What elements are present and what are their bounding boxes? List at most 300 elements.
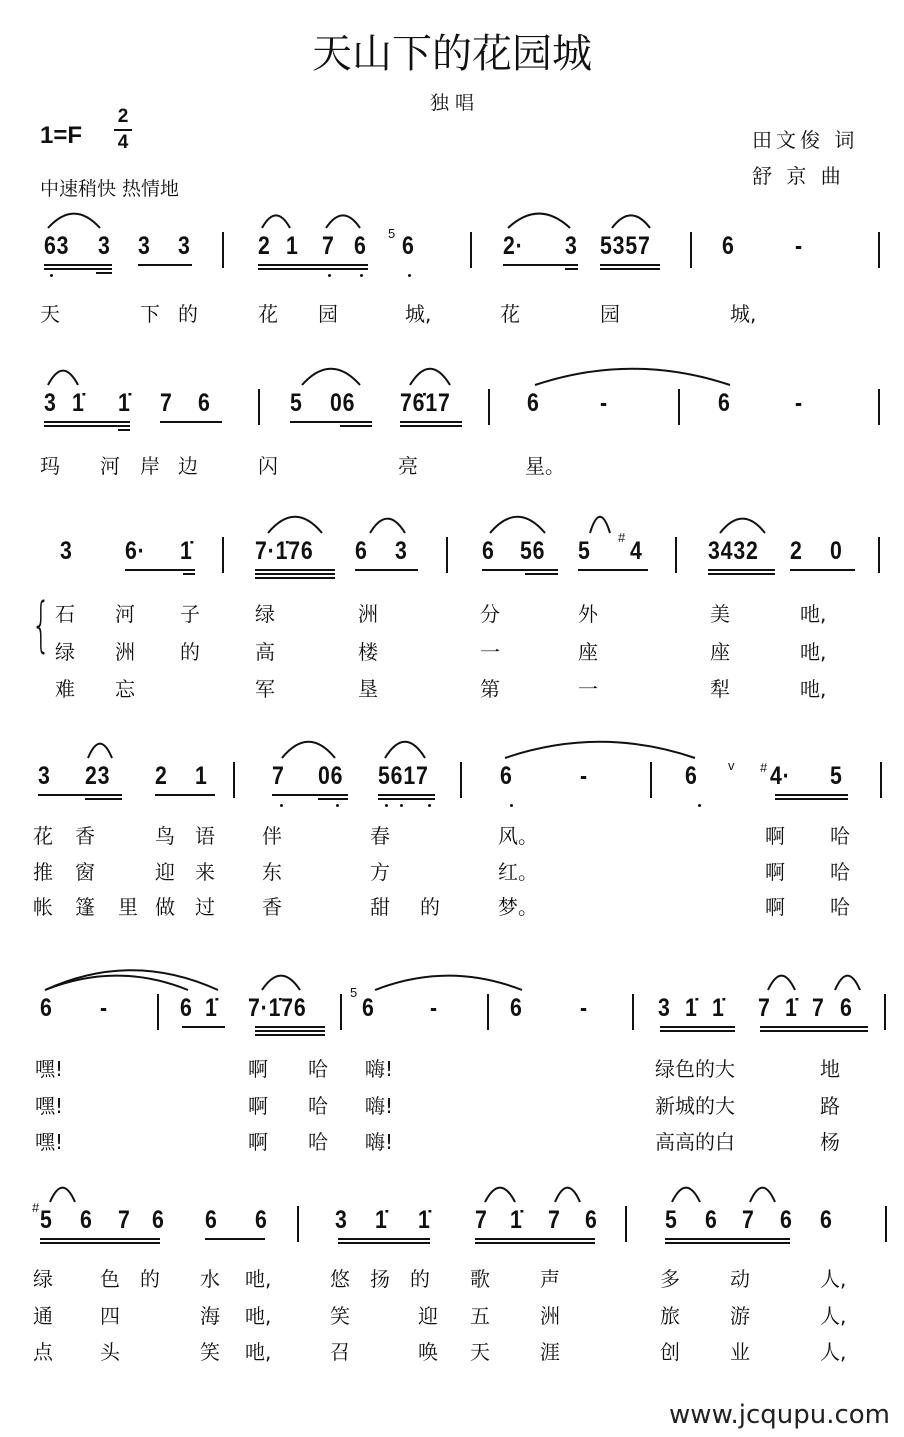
octave-dot [336, 804, 339, 807]
slur-arc [385, 742, 425, 758]
lyric-char: 座 [578, 640, 598, 664]
beam-underline [400, 425, 462, 427]
lyric-char: 绿 [255, 602, 275, 626]
slur-arc [375, 976, 522, 990]
note: 2 [790, 537, 803, 565]
barline [690, 232, 692, 268]
beam-underline [182, 1026, 225, 1028]
lyric-char: 楼 [358, 640, 378, 664]
slur-arc [45, 970, 218, 990]
note: 3 [395, 537, 408, 565]
note: 6 [585, 1206, 598, 1234]
lyric-char: 红。 [498, 860, 538, 884]
lyric-char: 的 [178, 302, 198, 326]
lyric-char: 美 [710, 602, 730, 626]
grace-mark: # [618, 530, 626, 545]
beam-underline [44, 264, 112, 266]
beam-underline [378, 798, 435, 800]
lyric-char: 星。 [525, 454, 565, 478]
lyric-char: 石 [55, 602, 75, 626]
tempo-marking: 中速稍快 热情地 [40, 178, 180, 200]
beam-underline [44, 425, 130, 427]
lyric-char: 四 [100, 1304, 120, 1328]
note: 1 [195, 762, 208, 790]
note: 6 [362, 994, 375, 1022]
octave-dot [328, 274, 331, 277]
slur-arc [720, 519, 765, 533]
lyric-char: 哈 [308, 1130, 328, 1154]
lyric-char: 嗨! [365, 1130, 394, 1154]
lyric-char: 天 [470, 1340, 490, 1364]
note: 5 [578, 537, 591, 565]
note: - [600, 389, 608, 417]
note: 6 [705, 1206, 718, 1234]
lyric-char: 歌 [470, 1267, 490, 1291]
barline [878, 389, 880, 425]
beam-underline [183, 573, 195, 575]
beam-underline [600, 268, 660, 270]
slur-arc [535, 369, 730, 385]
lyric-char: 过 [195, 895, 215, 919]
note: 5 [830, 762, 843, 790]
lyric-char: 啊 [248, 1057, 268, 1081]
lyricist: 田文俊 词 [752, 128, 859, 152]
lyric-char: 的 [420, 895, 440, 919]
lyric-char: 难 [55, 677, 75, 701]
lyric-char: 语 [195, 824, 215, 848]
lyric-char: 涯 [540, 1340, 560, 1364]
lyric-char: 绿色的大 [655, 1057, 735, 1081]
barline [157, 994, 159, 1030]
lyric-char: 业 [730, 1340, 750, 1364]
lyric-char: 啊 [765, 895, 785, 919]
lyric-char: 外 [578, 602, 598, 626]
note: 3 [98, 232, 111, 260]
slur-arc [326, 215, 360, 228]
lyric-char: 绿 [33, 1267, 53, 1291]
lyric-char: 风。 [498, 824, 538, 848]
note: 5357 [600, 232, 651, 260]
lyric-char: 东 [262, 860, 282, 884]
note: 1̇ [712, 994, 725, 1022]
lyric-char: 召 [330, 1340, 350, 1364]
note: 63 [44, 232, 70, 260]
note: 1̇ [685, 994, 698, 1022]
note: 6 [198, 389, 211, 417]
lyric-char: 香 [75, 824, 95, 848]
lyric-char: 座 [710, 640, 730, 664]
lyric-char: 绿 [55, 640, 75, 664]
beam-underline [475, 1238, 595, 1240]
note: 23 [85, 762, 111, 790]
note: 6 [718, 389, 731, 417]
beam-underline [355, 569, 418, 571]
grace-mark: # [32, 1200, 40, 1215]
barline [222, 537, 224, 573]
lyric-char: 窗 [75, 860, 95, 884]
key-signature: 1=F [40, 122, 83, 149]
note: 3 [138, 232, 151, 260]
beam-underline [565, 268, 578, 270]
note: 6 [40, 994, 53, 1022]
lyric-char: 啊 [248, 1094, 268, 1118]
note: 2 [258, 232, 271, 260]
note: 1̇ [785, 994, 798, 1022]
note: 7 [742, 1206, 755, 1234]
beam-underline [255, 577, 335, 579]
note: 6 [527, 389, 540, 417]
lyric-char: 哈 [308, 1057, 328, 1081]
lyric-char: 边 [178, 454, 198, 478]
lyric-char: 犁 [710, 677, 730, 701]
lyric-char: 洲 [540, 1304, 560, 1328]
note: 7·1̇76 [255, 537, 314, 565]
lyric-char: 哈 [830, 860, 850, 884]
lyric-char: 地 [820, 1057, 840, 1081]
lyric-char: 军 [255, 677, 275, 701]
beam-underline [272, 794, 348, 796]
lyric-char: 人, [820, 1304, 847, 1328]
beam-underline [775, 794, 848, 796]
octave-dot [510, 804, 513, 807]
lyric-char: 通 [33, 1304, 53, 1328]
beam-underline [600, 264, 660, 266]
beam-underline [160, 421, 222, 423]
lyric-char: 海 [200, 1304, 220, 1328]
lyric-char: 嗨! [365, 1094, 394, 1118]
lyric-char: 游 [730, 1304, 750, 1328]
beam-underline [760, 1030, 868, 1032]
lyric-char: 岸 [140, 454, 160, 478]
beam-underline [155, 794, 215, 796]
lyric-char: 的 [180, 640, 200, 664]
beam-underline [205, 1238, 265, 1240]
beam-underline [482, 569, 558, 571]
grace-mark: 5 [388, 226, 396, 241]
note: - [580, 994, 588, 1022]
lyric-char: 忘 [115, 677, 135, 701]
beam-underline [338, 1238, 430, 1240]
lyric-char: 城, [730, 302, 757, 326]
note: 7 [118, 1206, 131, 1234]
slur-arc [48, 214, 100, 228]
lyric-char: 甜 [370, 895, 390, 919]
barline [880, 762, 882, 798]
lyric-char: 声 [540, 1267, 560, 1291]
lyric-char: 嘿! [35, 1094, 64, 1118]
note: 1̇ [72, 389, 85, 417]
beam-underline [138, 264, 192, 266]
note: 6 [255, 1206, 268, 1234]
lyric-char: 分 [480, 602, 500, 626]
octave-dot [50, 274, 53, 277]
note: 6 [482, 537, 495, 565]
lyric-char: 篷 [75, 895, 95, 919]
note: 1 [286, 232, 299, 260]
composer: 舒 京 曲 [752, 164, 845, 188]
note: 7 [272, 762, 285, 790]
lyric-char: 吔, [245, 1267, 272, 1291]
beam-underline [255, 1030, 325, 1032]
slur-arc [50, 1188, 75, 1202]
note: 4 [630, 537, 643, 565]
beam-underline [255, 1026, 325, 1028]
beam-underline [40, 1242, 160, 1244]
note: - [795, 232, 803, 260]
note: 3 [658, 994, 671, 1022]
note: 3 [565, 232, 578, 260]
lyric-char: 旅 [660, 1304, 680, 1328]
lyric-char: 花 [500, 302, 520, 326]
lyric-char: 点 [33, 1340, 53, 1364]
note: 76̇17 [400, 389, 451, 417]
lyric-char: 扬 [370, 1267, 390, 1291]
lyric-char: 花 [33, 824, 53, 848]
octave-dot [280, 804, 283, 807]
performance-type: 独 唱 [429, 92, 475, 114]
barline [470, 232, 472, 268]
lyric-char: 洲 [358, 602, 378, 626]
beam-underline [660, 1026, 735, 1028]
note: 3 [38, 762, 51, 790]
slur-arc [750, 1188, 775, 1202]
beam-underline [790, 569, 855, 571]
lyric-char: 高 [255, 640, 275, 664]
slur-arc [370, 519, 405, 533]
slur-arc [282, 742, 335, 758]
octave-dot [360, 274, 363, 277]
note: 06 [330, 389, 356, 417]
note: 7 [160, 389, 173, 417]
lyric-char: 方 [370, 860, 390, 884]
beam-underline [255, 1034, 325, 1036]
barline [675, 537, 677, 573]
lyric-char: 吔, [800, 640, 827, 664]
lyric-char: 唤 [418, 1340, 438, 1364]
barline [340, 994, 342, 1030]
lyric-char: 一 [578, 677, 598, 701]
octave-dot [698, 804, 701, 807]
lyric-char: 路 [820, 1094, 840, 1118]
note: 3 [178, 232, 191, 260]
beam-underline [400, 421, 462, 423]
barline [650, 762, 652, 798]
lyric-char: 啊 [765, 860, 785, 884]
lyric-char: 多 [660, 1267, 680, 1291]
barline [222, 232, 224, 268]
beam-underline [44, 421, 130, 423]
note: 5 [290, 389, 303, 417]
lyric-char: 河 [100, 454, 120, 478]
lyric-char: 河 [115, 602, 135, 626]
slur-arc [88, 744, 112, 758]
note: 6 [840, 994, 853, 1022]
lyric-char: 笑 [200, 1340, 220, 1364]
watermark: www.jcqupu.com [669, 1400, 890, 1430]
slur-arc [485, 1188, 515, 1202]
lyric-char: 亮 [398, 454, 418, 478]
lyric-char: 新城的大 [655, 1094, 735, 1118]
beam-underline [708, 573, 775, 575]
beam-underline [40, 1238, 160, 1240]
lyric-char: 天 [40, 302, 60, 326]
slur-arc [612, 215, 650, 228]
note: 6 [780, 1206, 793, 1234]
note: 6 [180, 994, 193, 1022]
slur-arc [302, 369, 360, 385]
note: - [100, 994, 108, 1022]
beam-underline [665, 1242, 790, 1244]
beam-underline [660, 1030, 735, 1032]
lyric-char: 园 [318, 302, 338, 326]
octave-dot [400, 804, 403, 807]
beam-underline [44, 268, 112, 270]
beam-underline [475, 1242, 595, 1244]
beam-underline [503, 264, 578, 266]
beam-underline [290, 421, 372, 423]
note: 1̇ [418, 1206, 431, 1234]
barline [297, 1206, 299, 1242]
lyric-char: 嘿! [35, 1130, 64, 1154]
lyric-char: 哈 [830, 895, 850, 919]
lyric-char: 悠 [330, 1267, 350, 1291]
note: 6 [402, 232, 415, 260]
note: 3 [44, 389, 57, 417]
lyric-char: 里 [118, 895, 138, 919]
lyric-char: 高高的白 [655, 1130, 735, 1154]
note: 7 [475, 1206, 488, 1234]
lyric-char: 啊 [248, 1130, 268, 1154]
lyric-char: 推 [33, 860, 53, 884]
beam-underline [340, 425, 372, 427]
lyric-char: 动 [730, 1267, 750, 1291]
note: 7 [812, 994, 825, 1022]
lyric-char: 笑 [330, 1304, 350, 1328]
note: 3432 [708, 537, 759, 565]
barline [460, 762, 462, 798]
lyric-char: 人, [820, 1340, 847, 1364]
note: - [580, 762, 588, 790]
slur-arc [48, 371, 78, 385]
grace-mark: v [728, 758, 735, 773]
lyric-char: 吔, [245, 1304, 272, 1328]
note: 2· [503, 232, 524, 260]
lyric-char: 鸟 [155, 824, 175, 848]
lyric-char: 第 [480, 677, 500, 701]
slur-arc [672, 1188, 700, 1202]
lyric-char: 闪 [258, 454, 278, 478]
lyric-char: 头 [100, 1340, 120, 1364]
barline [678, 389, 680, 425]
octave-dot [408, 274, 411, 277]
lyric-char: 迎 [155, 860, 175, 884]
note: 3 [60, 537, 73, 565]
lyric-char: 嗨! [365, 1057, 394, 1081]
beam-underline [118, 429, 130, 431]
note: 6 [722, 232, 735, 260]
barline [878, 232, 880, 268]
note: - [430, 994, 438, 1022]
octave-dot [385, 804, 388, 807]
beam-underline [318, 798, 348, 800]
note: 6 [510, 994, 523, 1022]
slur-arc [490, 517, 545, 533]
note: 6 [820, 1206, 833, 1234]
beam-underline [258, 268, 368, 270]
lyric-char: 伴 [262, 824, 282, 848]
barline [258, 389, 260, 425]
lyric-char: 吔, [245, 1340, 272, 1364]
barline [878, 537, 880, 573]
beam-underline [578, 569, 648, 571]
note: 7·1̇76 [248, 994, 307, 1022]
note: 6 [685, 762, 698, 790]
lyric-char: 哈 [830, 824, 850, 848]
note: 6 [205, 1206, 218, 1234]
beam-underline [96, 272, 112, 274]
lyric-char: 玛 [40, 454, 60, 478]
note: 1̇ [375, 1206, 388, 1234]
note: 6 [80, 1206, 93, 1234]
lyric-char: 人, [820, 1267, 847, 1291]
note: 1̇ [118, 389, 131, 417]
verse-brace: { [31, 590, 51, 660]
note: - [795, 389, 803, 417]
beam-underline [338, 1242, 430, 1244]
note: 3 [335, 1206, 348, 1234]
lyric-char: 花 [258, 302, 278, 326]
grace-mark: 5 [350, 985, 358, 1000]
note: 1̇ [510, 1206, 523, 1234]
beam-underline [378, 794, 435, 796]
slur-arc [262, 976, 300, 990]
beam-underline [525, 573, 558, 575]
barline [632, 994, 634, 1030]
slur-arc [262, 215, 290, 228]
song-title: 天山下的花园城 [312, 31, 592, 77]
barline [233, 762, 235, 798]
note: 56 [520, 537, 546, 565]
lyric-char: 啊 [765, 824, 785, 848]
time-top: 2 [117, 106, 129, 127]
note: 1̇ [205, 994, 218, 1022]
note: 6 [355, 537, 368, 565]
time-bottom: 4 [117, 132, 129, 153]
lyric-char: 下 [140, 302, 160, 326]
barline [487, 994, 489, 1030]
lyric-char: 春 [370, 824, 390, 848]
barline [885, 1206, 887, 1242]
beam-underline [775, 798, 848, 800]
lyric-char: 色 [100, 1267, 120, 1291]
note: 7 [548, 1206, 561, 1234]
barline [625, 1206, 627, 1242]
lyric-char: 水 [200, 1267, 220, 1291]
note: 06 [318, 762, 344, 790]
lyric-char: 城, [405, 302, 432, 326]
lyric-char: 香 [262, 895, 282, 919]
lyric-char: 洲 [115, 640, 135, 664]
slur-arc [590, 517, 610, 533]
slur-arc [508, 214, 570, 228]
slur-arc [268, 517, 322, 533]
lyric-char: 帐 [33, 895, 53, 919]
octave-dot [428, 804, 431, 807]
note: 0 [830, 537, 843, 565]
lyric-char: 吔, [800, 677, 827, 701]
lyric-char: 梦。 [498, 895, 538, 919]
lyric-char: 创 [660, 1340, 680, 1364]
